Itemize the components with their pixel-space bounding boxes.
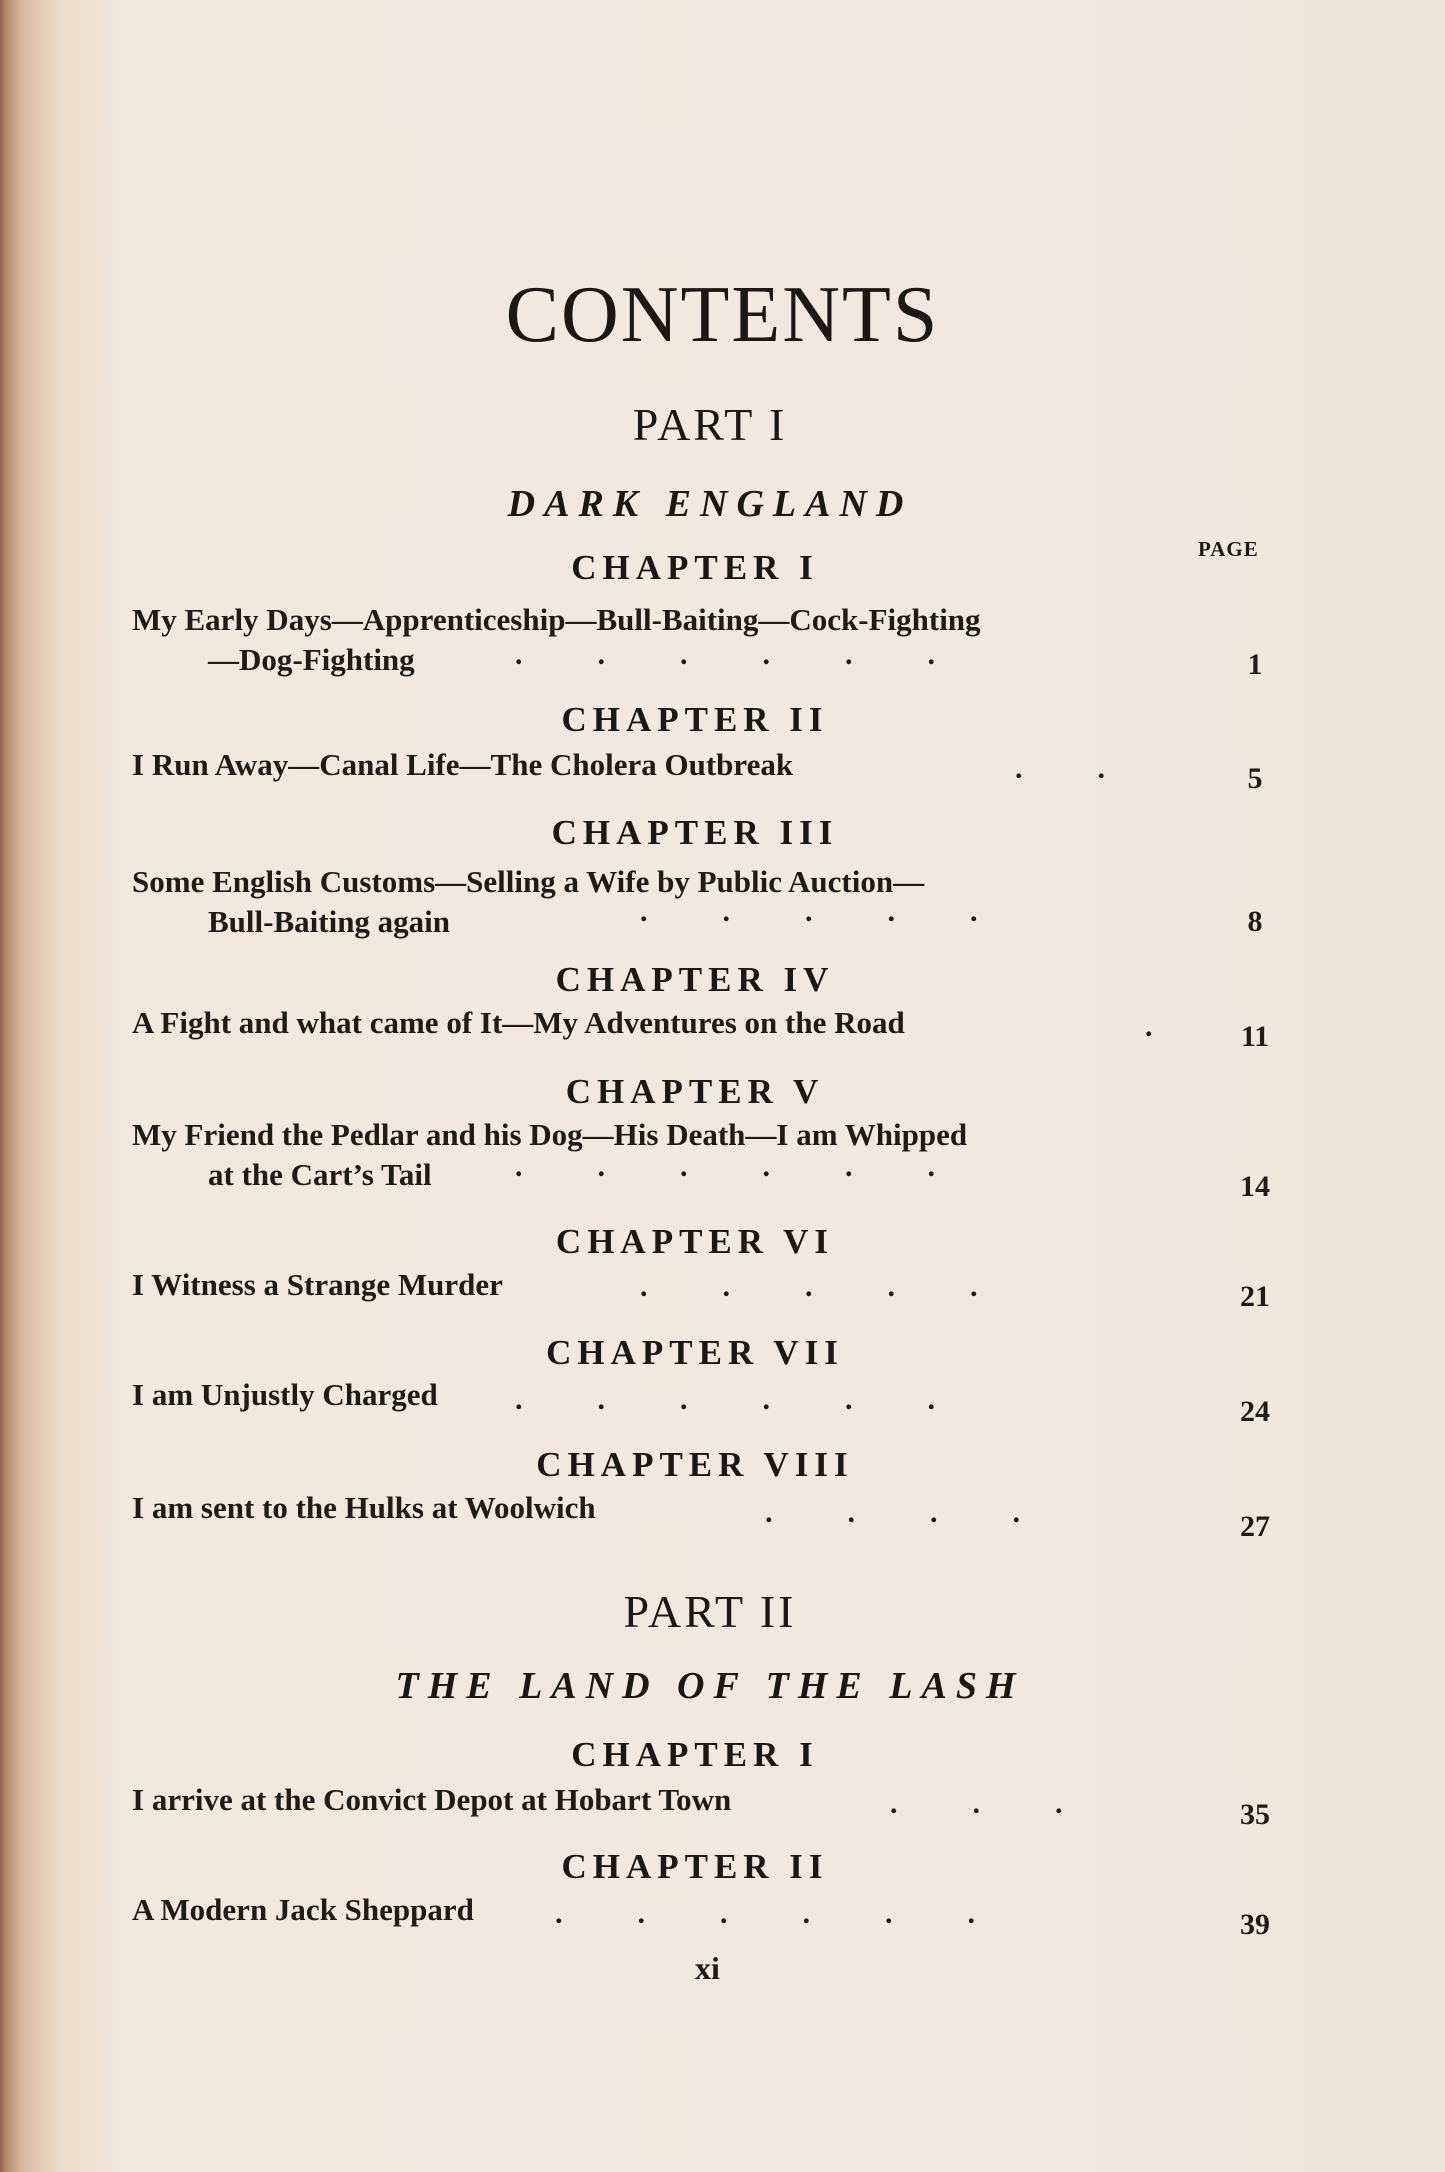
- chapter-heading: CHAPTER VII: [546, 1333, 844, 1372]
- chapter-title-line: Bull-Baiting again: [208, 904, 451, 939]
- leader-dots: . . . . .: [640, 895, 978, 928]
- chapter-heading: CHAPTER IV: [555, 960, 835, 999]
- chapter-entry[interactable]: [132, 1780, 1272, 1820]
- leader-dots: . . . . . .: [515, 1383, 935, 1416]
- chapter-title-line: I am sent to the Hulks at Woolwich: [132, 1490, 596, 1525]
- folio-page-number: xi: [695, 1950, 720, 1986]
- chapter-heading: CHAPTER I: [571, 548, 819, 587]
- page-number: 14: [1240, 1170, 1270, 1203]
- leader-dots: . . . . . .: [515, 1150, 935, 1183]
- leader-dots: . . . .: [765, 1496, 1020, 1529]
- chapter-title-line: at the Cart’s Tail: [208, 1157, 432, 1192]
- chapter-title-line: My Friend the Pedlar and his Dog—His Death—I am Whipped: [132, 1117, 968, 1152]
- chapter-title-line: A Fight and what came of It—My Adventures on the Road: [132, 1005, 905, 1040]
- page-number: 11: [1240, 1020, 1270, 1053]
- chapter-title-line: I am Unjustly Charged: [132, 1377, 438, 1412]
- page-number: 39: [1240, 1908, 1270, 1941]
- part-1-subtitle: DARK ENGLAND: [507, 483, 913, 525]
- leader-dots: . .: [1015, 752, 1105, 785]
- leader-dots: . . . . . .: [555, 1897, 975, 1930]
- chapter-title-line: I arrive at the Convict Depot at Hobart Town: [132, 1782, 732, 1817]
- page-number: 5: [1247, 762, 1263, 795]
- chapter-entry[interactable]: [132, 1488, 1272, 1528]
- contents-title: CONTENTS: [505, 271, 940, 359]
- chapter-title-line: —Dog-Fighting: [208, 642, 415, 677]
- leader-dots: . . . . .: [640, 1270, 978, 1303]
- page-number: 1: [1247, 648, 1263, 681]
- chapter-heading: CHAPTER VIII: [536, 1445, 854, 1484]
- page-number: 24: [1240, 1395, 1270, 1428]
- leader-dots: . . . . . .: [515, 638, 935, 671]
- chapter-heading: CHAPTER V: [565, 1072, 825, 1111]
- chapter-title-line: A Modern Jack Sheppard: [132, 1892, 474, 1927]
- chapter-title-line: I Run Away—Canal Life—The Cholera Outbreak: [132, 747, 794, 782]
- chapter-heading: CHAPTER I: [571, 1735, 819, 1774]
- page-number: 27: [1240, 1510, 1270, 1543]
- part-2-label: PART II: [623, 1586, 797, 1637]
- part-2-subtitle: THE LAND OF THE LASH: [395, 1665, 1025, 1707]
- chapter-heading: CHAPTER III: [551, 813, 839, 852]
- page-number: 21: [1240, 1280, 1270, 1313]
- chapter-heading: CHAPTER VI: [555, 1222, 835, 1261]
- part-1-label: PART I: [632, 399, 788, 450]
- chapter-heading: CHAPTER II: [561, 700, 829, 739]
- page-number: 8: [1247, 905, 1263, 938]
- chapter-title-line: I Witness a Strange Murder: [132, 1267, 503, 1302]
- chapter-title-line: Some English Customs—Selling a Wife by Public Auction—: [132, 864, 925, 899]
- leader-dots: . . .: [890, 1787, 1063, 1820]
- chapter-entry[interactable]: [132, 1003, 1272, 1043]
- chapter-title-line: My Early Days—Apprenticeship—Bull-Baiting—Cock-Fighting: [132, 602, 981, 637]
- page-number: 35: [1240, 1798, 1270, 1831]
- page-column-label: PAGE: [1198, 537, 1259, 561]
- chapter-heading: CHAPTER II: [561, 1847, 829, 1886]
- leader-dots: .: [1145, 1010, 1153, 1043]
